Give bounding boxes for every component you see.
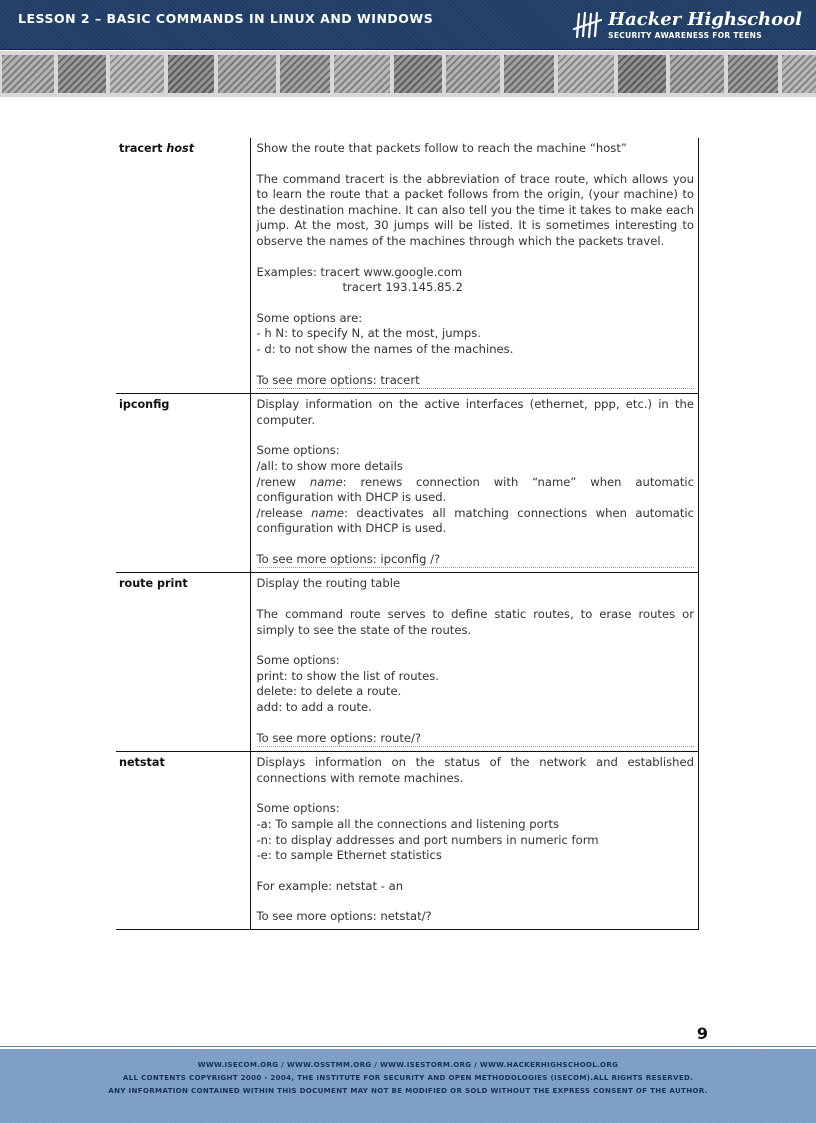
photo xyxy=(168,55,214,93)
page-header xyxy=(0,0,816,50)
logo-name: Hacker Highschool xyxy=(608,9,802,30)
command-description: Show the route that packets follow to reach the machine “host” The command tracert is the abbreviation of trace route, which allows you to learn the route that a packet follows from the origin, (your machine) to the destination machine. It can also tell you the time it takes to make each jump. At the most, 30 jumps will be listed. It is sometimes interesting to observe the names of the machines through which the packets travel. Examples: tracert www.google.com tracert 193.145.85.2 Some options are: - h N: to specify N, at the most, jumps. - d: to not show the names of the machines. To see more options: tracert xyxy=(250,138,699,394)
command-description: Display information on the active interfaces (ethernet, ppp, etc.) in the computer. Some options: /all: to show more details /renew name: renews connection with “name” when automatic configuration with DHCP is used. /release name: deactivates all matching connections when automatic configuration with DHCP is used. To see more options: ipconfig /? xyxy=(250,394,699,573)
photo xyxy=(394,55,442,93)
command-description: Display the routing table The command route serves to define static routes, to erase routes or simply to see the state of the routes. Some options: print: to show the list of routes. delete: to delete a route. add: to add a route. To see more options: route/? xyxy=(250,573,699,752)
photo xyxy=(618,55,666,93)
command-name: netstat xyxy=(116,752,250,930)
footer-divider xyxy=(0,1046,816,1047)
photo xyxy=(504,55,554,93)
photo xyxy=(670,55,724,93)
table-row xyxy=(116,573,699,752)
footer-links: WWW.ISECOM.ORG / WWW.OSSTMM.ORG / WWW.ISESTORM.ORG / WWW.HACKERHIGHSCHOOL.ORG xyxy=(197,1060,619,1069)
photo xyxy=(728,55,778,93)
command-name: tracert host xyxy=(116,138,250,394)
photo xyxy=(782,55,816,93)
photo xyxy=(446,55,500,93)
table-row xyxy=(116,138,699,394)
photo xyxy=(2,55,54,93)
footer-notice: ANY INFORMATION CONTAINED WITHIN THIS DOCUMENT MAY NOT BE MODIFIED OR SOLD WITHOUT THE EXPRESS CONSENT OF THE AUTHOR. xyxy=(108,1086,708,1095)
photo xyxy=(558,55,614,93)
photo xyxy=(218,55,276,93)
command-description: Displays information on the status of the network and established connections with remote machines. Some options: -a: To sample all the connections and listening ports -n: to display addresses and port numbers in numeric form -e: to sample Ethernet statistics For example: netstat - an To see more options: netstat/? xyxy=(250,752,699,930)
photo-strip xyxy=(0,51,816,97)
tally-marks-icon xyxy=(572,10,602,40)
command-name: route print xyxy=(116,573,250,752)
photo xyxy=(110,55,164,93)
lesson-title: LESSON 2 – BASIC COMMANDS IN LINUX AND WINDOWS xyxy=(18,11,434,26)
command-name: ipconfig xyxy=(116,394,250,573)
table-row xyxy=(116,394,699,573)
table-row xyxy=(116,752,699,930)
photo xyxy=(280,55,330,93)
command-table xyxy=(116,138,699,930)
page-footer xyxy=(0,1049,816,1123)
hacker-highschool-logo xyxy=(572,6,802,44)
logo-tagline: SECURITY AWARENESS FOR TEENS xyxy=(608,31,762,40)
photo xyxy=(58,55,106,93)
footer-copyright: ALL CONTENTS COPYRIGHT 2000 - 2004, THE INSTITUTE FOR SECURITY AND OPEN METHODOLOGIES (ISECOM).ALL RIGHTS RESERVED. xyxy=(122,1073,694,1082)
page-number: 9 xyxy=(696,1024,708,1043)
photo xyxy=(334,55,390,93)
